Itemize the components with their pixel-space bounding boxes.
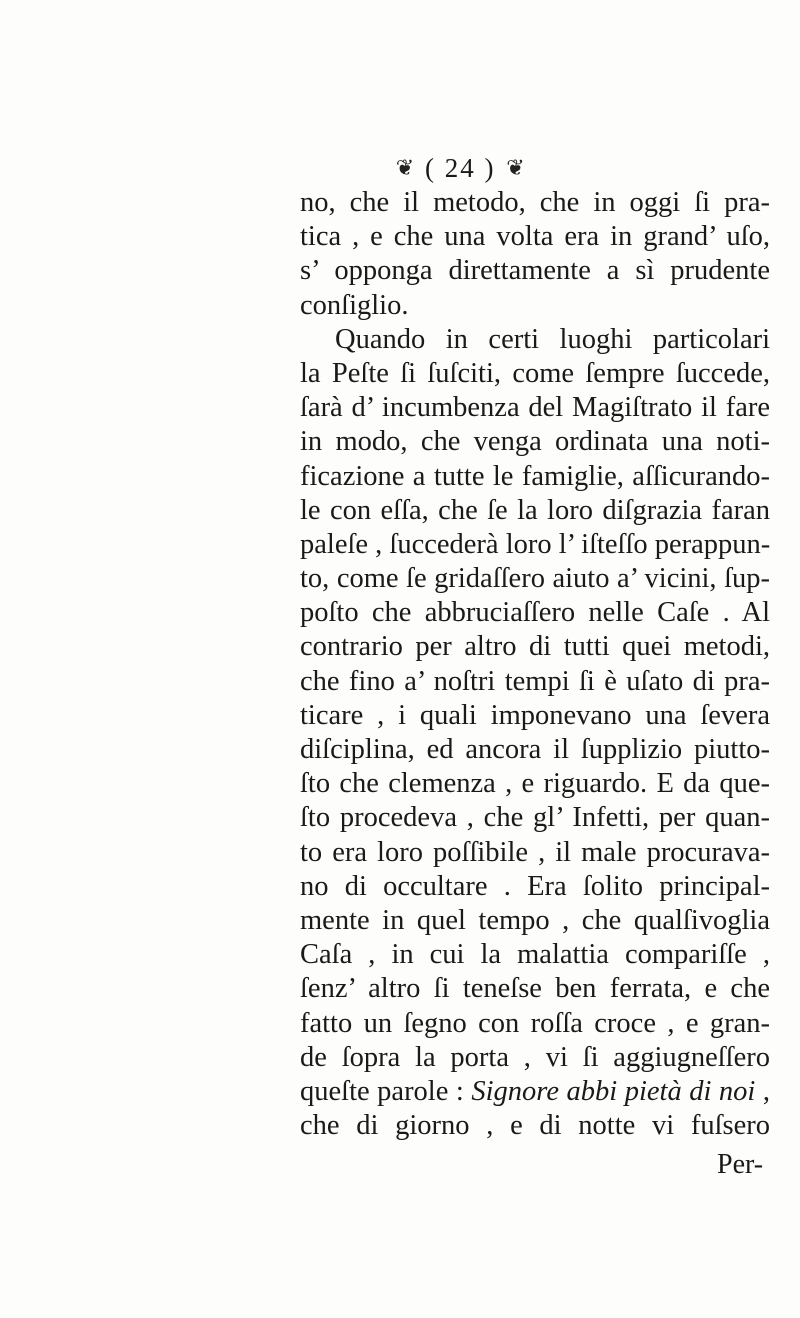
body-text bbox=[300, 186, 770, 1143]
text-line: ſarà d’ incumbenza del Magiſtrato il fare bbox=[300, 392, 770, 424]
line-suffix: , bbox=[755, 1075, 771, 1107]
text-line: diſciplina, ed ancora il ſupplizio piutto- bbox=[300, 734, 770, 765]
page-header bbox=[395, 150, 525, 186]
text-line: mente in quel tempo , che qualſivoglia bbox=[300, 904, 770, 936]
text-line: ſto procedeva , che gl’ Infetti, per quan- bbox=[300, 802, 770, 834]
text-line: no, che il metodo, che in oggi ſi pra- bbox=[300, 187, 770, 218]
text-line: Caſa , in cui la malattia compariſſe , bbox=[300, 939, 770, 971]
text-line: conſiglio. bbox=[300, 289, 409, 321]
text-line: ficazione a tutte le famiglie, aſſicurando- bbox=[300, 460, 770, 492]
text-line: no di occultare . Era ſolito principal- bbox=[300, 870, 770, 902]
text-line: le con eſſa, che ſe la loro diſgrazia faran bbox=[300, 494, 770, 526]
text-line: to, come ſe gridaſſero aiuto a’ vicini, ſup- bbox=[300, 563, 770, 595]
text-line: s’ opponga direttamente a sì prudente bbox=[300, 255, 770, 287]
text-line: in modo, che venga ordinata una noti- bbox=[300, 426, 770, 458]
text-line: ſenz’ altro ſi teneſse ben ferrata, e che bbox=[300, 973, 770, 1005]
text-line: poſto che abbruciaſſero nelle Caſe . Al bbox=[300, 597, 770, 629]
text-line: contrario per altro di tutti quei metodi, bbox=[300, 631, 770, 663]
text-line: to era loro poſſibile , il male procurava- bbox=[300, 836, 770, 868]
text-line: ſto che clemenza , e riguardo. E da que- bbox=[300, 768, 770, 800]
text-line: che di giorno , e di notte vi fuſsero bbox=[300, 1110, 770, 1142]
catchword: Per- bbox=[717, 1149, 764, 1180]
text-line: paleſe , ſuccederà loro l’ iſteſſo perappun- bbox=[300, 528, 771, 560]
fleuron-right-icon: ❦ bbox=[506, 155, 525, 180]
text-line: tica , e che una volta era in grand’ uſo, bbox=[300, 221, 770, 253]
fleuron-left-icon: ❦ bbox=[395, 155, 415, 180]
text-line: ticare , i quali imponevano una ſevera bbox=[300, 699, 770, 731]
text-line-with-italic bbox=[300, 1075, 770, 1109]
text-line: la Peſte ſi ſuſciti, come ſempre ſuccede, bbox=[300, 357, 770, 389]
text-line: fatto un ſegno con roſſa croce , e gran- bbox=[300, 1007, 770, 1039]
line-prefix: queſte parole : bbox=[300, 1075, 472, 1107]
text-line: de ſopra la porta , vi ſi aggiugneſſero bbox=[300, 1041, 770, 1073]
text-line: che fino a’ noſtri tempi ſi è uſato di pra- bbox=[300, 665, 770, 697]
text-line: Quando in certi luoghi particolari bbox=[335, 323, 770, 355]
page-number: ( 24 ) bbox=[425, 152, 496, 183]
italic-invocation: Signore abbi pietà di noi bbox=[471, 1075, 756, 1107]
